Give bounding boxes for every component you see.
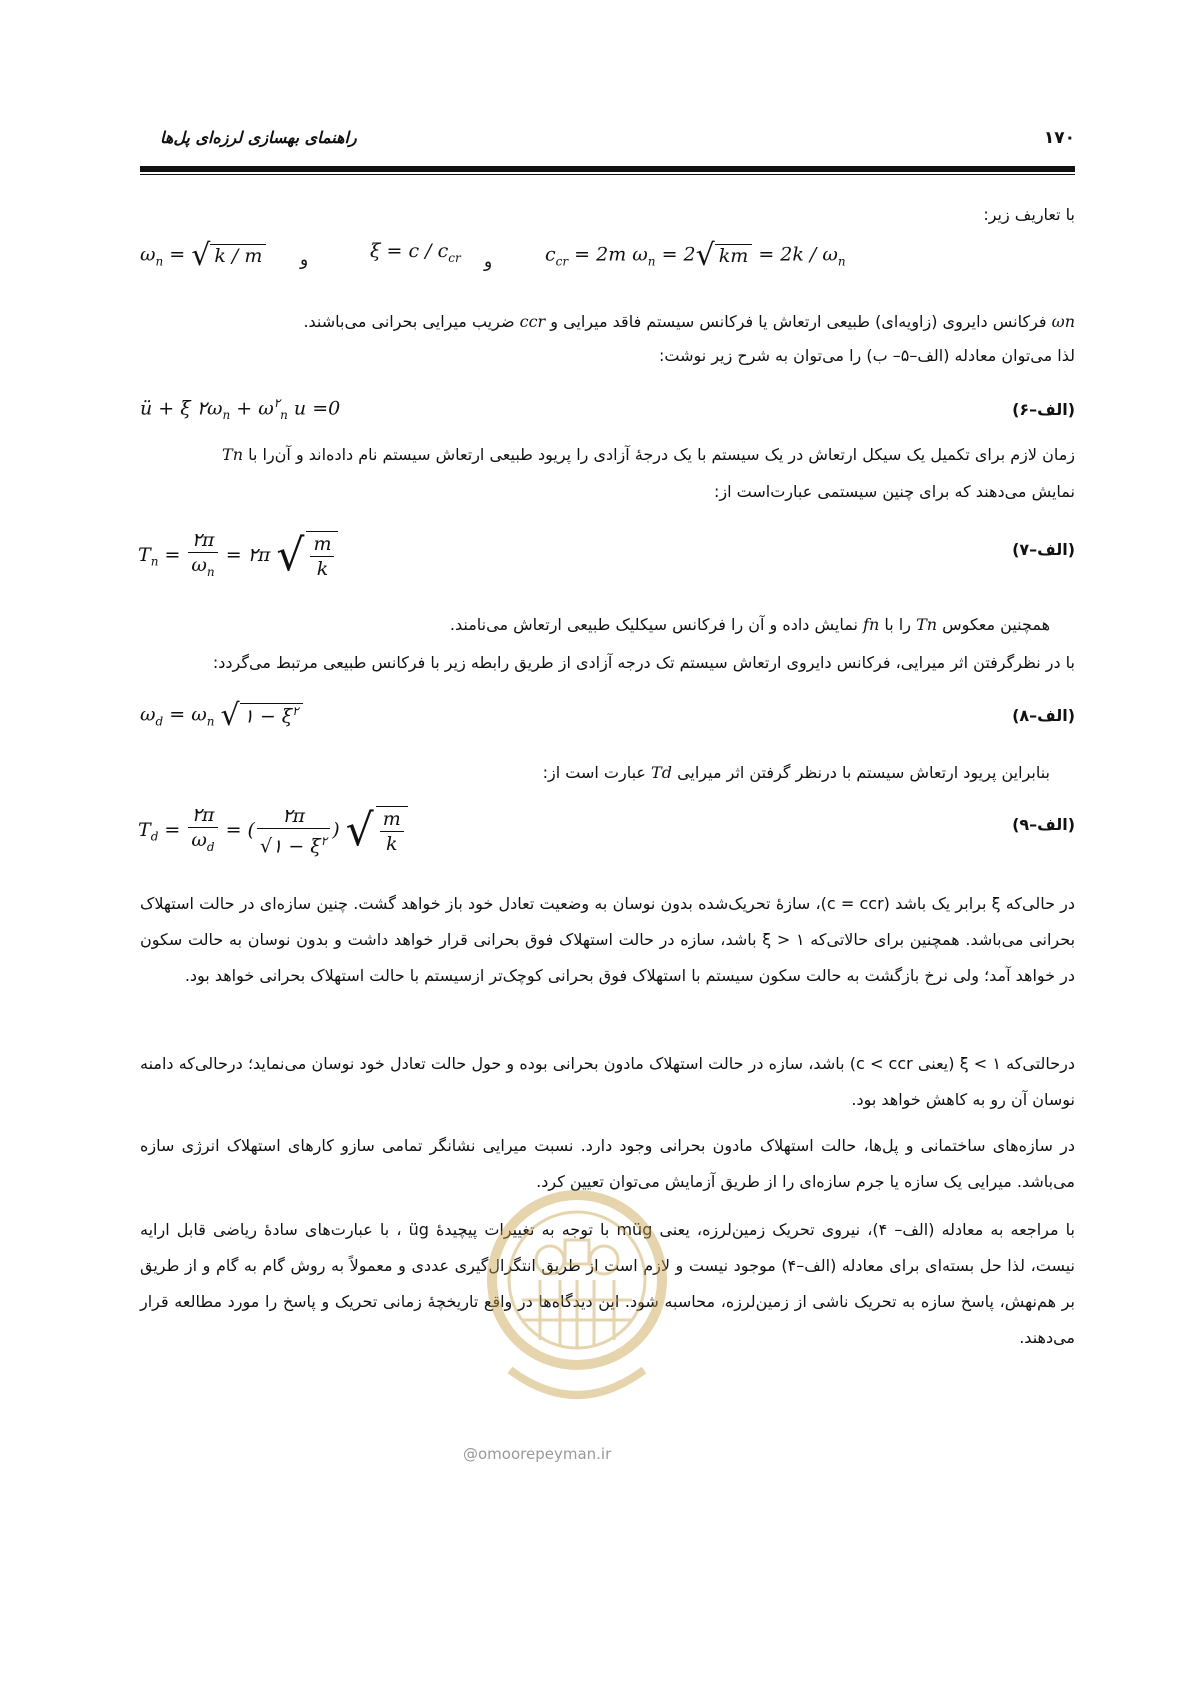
header-rule [140,166,1075,172]
equation-7-label: (الف–۷) [1012,540,1075,559]
page-header [140,128,1075,158]
header-rule-thin [140,174,1075,175]
equation-8: $\omega_d = \omega_n$ √ ۱ − $\xi^۲$ [140,698,303,733]
paragraph-period-line2: نمایش می‌دهند که برای چنین سیستمی عبارت‌است از: [714,482,1075,501]
paragraph-earthquake: با مراجعه به معادله (الف– ۴)، نیروی تحریک زمین‌لرزه، یعنی müg با توجه به تغییرات پیچیدهٔ üg ، با عبارت‌های سادهٔ ریاضی قابل ارایه نیست، لذا حل بسته‌ای برای معادله (الف–۴) موجود نیست و لازم است از طریق انتگرال‌گیری عددی و معمولاً به روش گام به گام و از طریق بر هم‌نهش، پاسخ سازه به تحریک ناشی از زمین‌لرزه، محاسبه شود. این دیدگاه‌ها در واقع تاریخچهٔ زمانی تحریک و پاسخ را مورد مطالعه قرار می‌دهند. [140,1220,1076,1347]
paragraph-damping: با در نظرگرفتن اثر میرایی، فرکانس دایروی ارتعاش سیستم تک درجه آزادی از طریق رابطه زیر با فرکانس طبیعی مرتبط می‌گردد: [212,653,1075,672]
paragraph-damped-period: بنابراین پریود ارتعاش سیستم با درنظر گرفتن اثر میرایی Td عبارت است از: [542,763,1050,782]
equation-6: ü + ξ $۲\omega_n + \omega^۲_n$ u =0 [140,396,341,423]
and-word-2: و [484,252,493,272]
paragraph-rewrite: لذا می‌توان معادله (الف–۵– ب) را می‌توان به شرح زیر نوشت: [659,346,1075,365]
definition-xi: $\xi = c / c_{cr}$ [370,240,461,265]
equation-7: $T_n$ = $\frac{۲\pi}{\omega_n}$ = ۲π √ $\frac{m}{k}$ [138,528,340,584]
paragraph-subcritical: درحالتی‌که ۱ > ξ (یعنی c < ccr) باشد، سازه در حالت استهلاک مادون بحرانی بوده و حول حالت تعادل خود نوسان می‌نماید؛ درحالی‌که دامنه نوسان آن رو به کاهش خواهد بود. [140,1054,1076,1109]
watermark-text: @omoorepeyman.ir [463,1445,612,1463]
paragraph-inverse: همچنین معکوس Tn را با fn نمایش داده و آن را فرکانس سیکلیک طبیعی ارتعاش می‌نامند. [449,615,1050,634]
paragraph-structures: در سازه‌های ساختمانی و پل‌ها، حالت استهلاک مادون بحرانی وجود دارد. نسبت میرایی نشانگر تمامی سازو کارهای استهلاک انرژی سازه می‌باشد. میرایی یک سازه یا جرم سازه‌ای را از طریق آزمایش می‌توان تعیین کرد. [140,1136,1075,1191]
equation-9-label: (الف–۹) [1012,815,1075,834]
equation-6-label: (الف–۶) [1012,400,1075,419]
running-title: راهنمای بهسازی لرزه‌ای پل‌ها [160,128,357,147]
definition-omega: $\omega_n$ = √ k / m [140,238,266,273]
watermark-emblem-icon [470,1180,685,1430]
intro-line: با تعاریف زیر: [983,205,1075,224]
paragraph-period-line1: زمان لازم برای تکمیل یک سیکل ارتعاش در یک سیستم با یک درجهٔ آزادی را پریود طبیعی ارتعاش سیستم نام داده‌اند و آن‌را با Tn [222,445,1075,464]
equation-8-label: (الف–۸) [1012,706,1075,725]
paragraph-omega-n: ωn فرکانس دایروی (زاویه‌ای) طبیعی ارتعاش یا فرکانس سیستم فاقد میرایی و ccr ضریب میرایی بحرانی می‌باشند. [303,312,1075,331]
page-number: ۱۷۰ [1043,128,1075,148]
paragraph-critical: در حالی‌که ξ برابر یک باشد (c = ccr)، سازهٔ تحریک‌شده بدون نوسان به وضعیت تعادل خود باز خواهد گشت. چنین سازه‌ای در حالت استهلاک بحرانی می‌باشد. همچنین برای حالاتی‌که ۱ < ξ باشد، سازه در حالت استهلاک فوق بحرانی قرار خواهد داشت و بدون نوسان به حالت سکون در خواهد آمد؛ ولی نرخ بازگشت به حالت سکون سیستم با استهلاک فوق بحرانی کوچک‌تر ازسیستم با حالت استهلاک بحرانی خواهد بود. [140,894,1076,985]
equation-9: $T_d$ = $\frac{۲\pi}{\omega_d}$ = ( $\frac{۲\pi}{√۱ - \xi^۲}$ ) √ $\frac{m}{k}$ [138,803,410,859]
and-word-1: و [300,250,309,270]
definition-ccr: $c_{cr} = 2m$ $\omega_n = 2√$ km = $2k / \omega_n$ [545,238,846,273]
